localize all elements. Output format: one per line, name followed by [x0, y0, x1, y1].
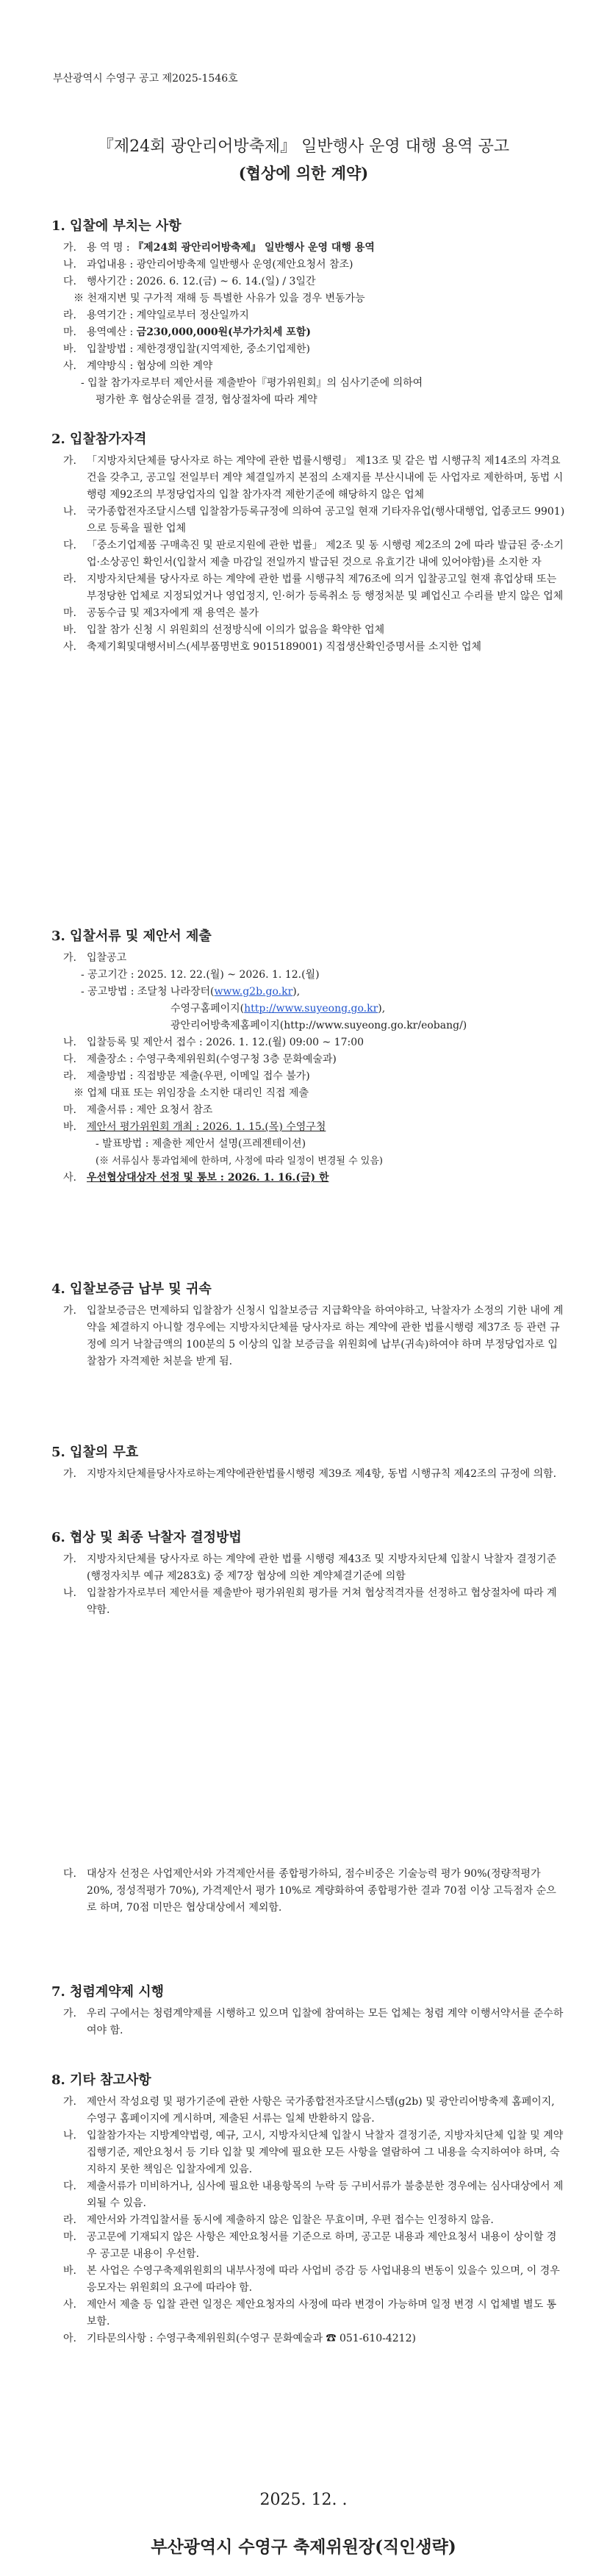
suyeong-link[interactable]: http://www.suyeong.go.kr [244, 1003, 378, 1015]
notice-number: 부산광역시 수영구 공고 제2025-1546호 [53, 73, 238, 85]
list-item: 나. 입찰참가자로부터 제안서를 제출받아 평가위원회 평가를 거쳐 협상적격자를 선정하고 협상절차에 따라 계약함. [63, 1587, 557, 1616]
section-heading: 2. 입찰참가자격 [51, 432, 147, 447]
list-item: 바. 입찰방법 : 제한경쟁입찰(지역제한, 중소기업제한) [63, 343, 310, 355]
list-item: 가. 입찰보증금은 면제하되 입찰참가 신청시 입찰보증금 지급확약을 하여야하고, 낙찰자가 소정의 기한 내에 계약을 체결하지 아니할 경우에는 지방자치단체를 당사자로 하는 계약에 관한 법률시행령 제37조 등 관련 규정에 의거 낙찰금액의 100분의 5 이상의 입찰 보증금을 위원회에 납부(귀속)하여야 하며 부정당업자로 입찰참가 자격제한 처분을 받게 됨. [63, 1305, 564, 1367]
list-item: 가. 입찰공고 [63, 952, 127, 964]
sub-item: - 공고기간 : 2025. 12. 22.(월) ~ 2026. 1. 12.(월) [81, 969, 320, 981]
list-item: 나. 과업내용 : 광안리어방축제 일반행사 운영(제안요청서 참조) [63, 259, 353, 271]
list-item: 가. 용 역 명 : 『제24회 광안리어방축제』 일반행사 운영 대행 용역 [63, 242, 375, 254]
list-item: 다. 제출서류가 미비하거나, 심사에 필요한 내용항목의 누락 등 구비서류가 불충분한 경우에는 심사대상에서 제외될 수 있음. [63, 2180, 564, 2209]
section-heading: 1. 입찰에 부치는 사항 [51, 218, 182, 234]
sub-item: 평가한 후 협상순위를 결정, 협상절차에 따라 계약 [96, 394, 317, 406]
list-item: 라. 용역기간 : 계약일로부터 정산일까지 [63, 310, 249, 321]
section-heading: 8. 기타 참고사항 [51, 2072, 151, 2088]
list-item: 가. 지방자치단체를 당사자로 하는 계약에 관한 법률 시행령 제43조 및 지방자치단체 입찰시 낙찰자 결정기준(행정자치부 예규 제283호) 중 제7장 협상에 의한 계약체결기준에 의함 [63, 1553, 557, 1582]
list-item: 바. 제안서 평가위원회 개최 : 2026. 1. 15.(목) 수영구청 [63, 1121, 326, 1133]
section-heading: 5. 입찰의 무효 [51, 1445, 139, 1460]
list-item: 다. 행사기간 : 2026. 6. 12.(금) ~ 6. 14.(일) / 3일간 [63, 276, 316, 287]
issuer-name: 부산광역시 수영구 축제위원장(직인생략) [151, 2537, 456, 2557]
sub-item: 수영구홈페이지(http://www.suyeong.go.kr), [170, 1003, 386, 1015]
list-item: 가. 제안서 작성요령 및 평가기준에 관한 사항은 국가종합전자조달시스템(g2b) 및 광안리어방축제 홈페이지, 수영구 홈페이지에 게시하며, 제출된 서류는 일체 반환하지 않음. [63, 2096, 555, 2125]
section-other [51, 2072, 566, 2347]
section-integrity [51, 1983, 566, 2039]
section-negotiation [51, 1529, 566, 1619]
notice-date: 2025. 12. . [259, 2491, 348, 2509]
list-item: 라. 지방자치단체를 당사자로 하는 계약에 관한 법률 시행규칙 제76조에 의거 입찰공고일 현재 휴업상태 또는 부정당한 업체로 지정되었거나 영업정지, 인·허가 등록취소 등 행정처분 및 폐업신고 수리를 받지 않은 업체 [63, 573, 564, 602]
section-submission [51, 928, 566, 1187]
list-item: 마. 제출서류 : 제안 요청서 참조 [63, 1104, 213, 1116]
list-item: 나. 입찰참가자는 지방계약법령, 예규, 고시, 지방자치단체 입찰시 낙찰자 결정기준, 지방자치단체 입찰 및 계약집행기준, 제안요청서 등 기타 입찰 및 계약에 필요한 모든 사항을 열람하여 그 내용을 숙지하여야 하며, 숙지하지 못한 책임은 입찰자에게 있음. [63, 2130, 564, 2175]
list-item: 나. 입찰등록 및 제안서 접수 : 2026. 1. 12.(월) 09:00 ~ 17:00 [63, 1037, 364, 1048]
list-item: 라. 제안서와 가격입찰서를 동시에 제출하지 않은 입찰은 무효이며, 우편 접수는 인정하지 않음. [63, 2214, 494, 2226]
list-item: 마. 공동수급 및 제3자에게 재 용역은 불가 [63, 607, 259, 619]
note: ※ 업체 대표 또는 위임장을 소지한 대리인 직접 제출 [73, 1087, 309, 1099]
sub-item: - 입찰 참가자로부터 제안서를 제출받아『평가위원회』의 심사기준에 의하여 [81, 377, 423, 389]
note: ※ 천재지변 및 구가적 재해 등 특별한 사유가 있을 경우 변동가능 [73, 293, 365, 304]
sub-item: 광안리어방축제홈페이지(http://www.suyeong.go.kr/eobang/) [170, 1020, 467, 1031]
list-item: 다. 대상자 선정은 사업제안서와 가격제안서를 종합평가하되, 점수비중은 기술능력 평가 90%(정량적평가 20%, 정성적평가 70%), 가격제안서 평가 10%로 계량화하여 종합평가한 결과 70점 이상 고득점자 순으로 하며, 70점 미만은 협상대상에서 제외함. [63, 1868, 556, 1914]
section-deposit [51, 1281, 566, 1370]
sub-item: - 공고방법 : 조달청 나라장터(www.g2b.go.kr), [81, 986, 301, 998]
list-item: 사. 제안서 제출 등 입찰 관련 일정은 제안요청자의 사정에 따라 변경이 가능하며 일정 변경 시 업체별 별도 통보함. [63, 2299, 557, 2328]
list-item: 나. 국가종합전자조달시스템 입찰참가등록규정에 의하여 공고일 현재 기타자유업(행사대행업, 업종코드 9901)으로 등록을 필한 업체 [63, 506, 565, 534]
list-item: 사. 계약방식 : 협상에 의한 계약 [63, 360, 213, 372]
list-item: 다. 「중소기업제품 구매촉진 및 판로지원에 관한 법률」 제2조 및 동 시행령 제2조의 2에 따라 발급된 중·소기업·소상공인 확인서(입찰서 제출 마감일 전일까지 발급된 것으로 유효기간 내에 있어야함)를 소지한 자 [63, 540, 564, 568]
section-heading: 6. 협상 및 최종 낙찰자 결정방법 [51, 1530, 242, 1545]
section-invalid [51, 1444, 566, 1483]
section-negotiation-cont [51, 1866, 566, 1917]
list-item: 라. 제출방법 : 직접방문 제출(우편, 이메일 접수 불가) [63, 1070, 310, 1082]
section-bidding-items [51, 218, 566, 409]
list-item: 가. 「지방자치단체를 당사자로 하는 계약에 관한 법률시행령」 제13조 및 같은 법 시행규칙 제14조의 자격요건을 갖추고, 공고일 전일부터 계약 체결일까지 본점의 소재지를 부산시내에 둔 사업자로 제한하며, 동법 시행령 제92조의 부정당업자의 입찰 참가자격 제한기준에 해당하지 않은 업체 [63, 455, 564, 501]
list-item: 사. 축제기획및대행서비스(세부품명번호 9015189001) 직접생산확인증명서를 소지한 업체 [63, 641, 482, 653]
title-block [29, 135, 578, 185]
page-title: 『제24회 광안리어방축제』 일반행사 운영 대행 용역 공고 [97, 137, 510, 156]
list-item: 마. 용역예산 : 금230,000,000원(부가가치세 포함) [63, 326, 311, 338]
section-heading: 4. 입찰보증금 납부 및 귀속 [51, 1281, 212, 1297]
list-item: 바. 입찰 참가 신청 시 위원회의 선정방식에 이의가 없음을 확약한 업체 [63, 624, 385, 636]
sub-item: - 발표방법 : 제출한 제안서 설명(프레젠테이션) [96, 1138, 306, 1150]
list-item: 아. 기타문의사항 : 수영구축제위원회(수영구 문화예술과 ☎ 051-610-4212) [63, 2333, 416, 2344]
list-item: 바. 본 사업은 수영구축제위원회의 내부사정에 따라 사업비 증감 등 사업내용의 변동이 있을수 있으며, 이 경우 응모자는 위원회의 요구에 따라야 함. [63, 2265, 560, 2294]
section-heading: 3. 입찰서류 및 제안서 제출 [51, 929, 212, 944]
list-item: 가. 지방자치단체를당사자로하는계약에관한법률시행령 제39조 제4항, 동법 시행규칙 제42조의 규정에 의함. [63, 1468, 557, 1480]
page-subtitle: (협상에 의한 계약) [238, 164, 369, 182]
list-item: 마. 공고문에 기재되지 않은 사항은 제안요청서를 기준으로 하며, 공고문 내용과 제안요청서 내용이 상이할 경우 공고문 내용이 우선함. [63, 2231, 557, 2260]
section-heading: 7. 청렴계약제 시행 [51, 1984, 165, 2000]
sub-item: (※ 서류심사 통과업체에 한하며, 사정에 따라 일정이 변경될 수 있음) [96, 1156, 383, 1167]
list-item: 가. 우리 구에서는 청렴계약제를 시행하고 있으며 입찰에 참여하는 모든 업체는 청렴 계약 이행서약서를 준수하여야 함. [63, 2008, 564, 2036]
list-item: 다. 제출장소 : 수영구축제위원회(수영구청 3층 문화예술과) [63, 1053, 337, 1065]
list-item: 사. 우선협상대상자 선정 및 통보 : 2026. 1. 16.(금) 한 [63, 1172, 329, 1184]
section-eligibility [51, 431, 566, 656]
g2b-link[interactable]: www.g2b.go.kr [214, 986, 293, 998]
